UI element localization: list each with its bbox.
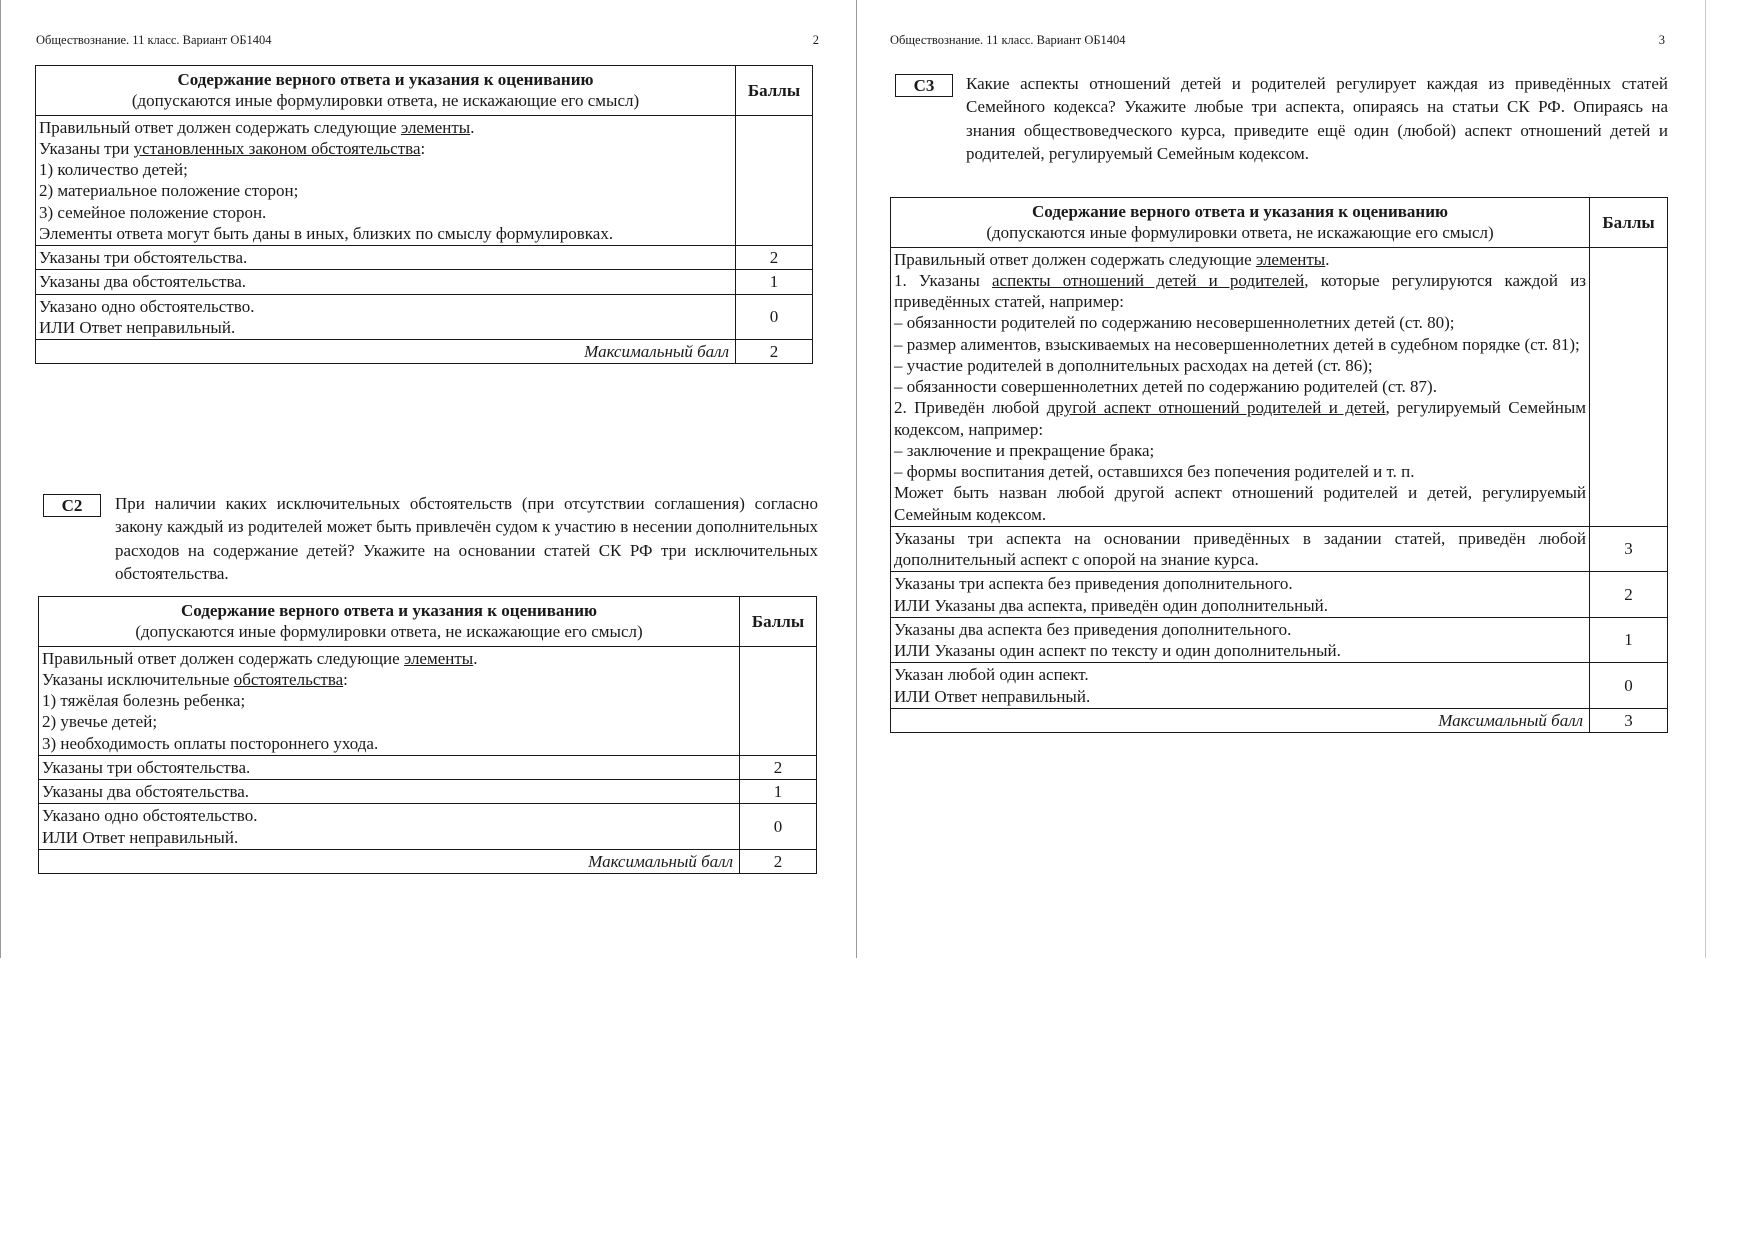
- grading-table-c3: [890, 197, 1668, 733]
- max-score-label: Максимальный балл: [891, 708, 1590, 732]
- score-value: 2: [736, 246, 813, 270]
- answer-item: 1) тяжёлая болезнь ребенка;: [42, 691, 246, 710]
- score-row: [891, 663, 1668, 709]
- answer-item: – участие родителей в дополнительных расходах на детей (ст. 86);: [894, 355, 1373, 375]
- max-score-value: 2: [740, 849, 817, 873]
- header-title: Содержание верного ответа и указания к оцениванию: [1032, 202, 1448, 221]
- score-criterion: Указано одно обстоятельство. ИЛИ Ответ неправильный.: [39, 804, 740, 850]
- answer-intro: Правильный ответ должен содержать следующие элементы.: [42, 648, 478, 668]
- answer-content-cell: [39, 646, 740, 755]
- answer-part-1: 1. Указаны аспекты отношений детей и родителей, которые регулируются каждой из приведённых статей, например:: [894, 270, 1587, 311]
- answer-item: 3) необходимость оплаты постороннего ухода.: [42, 733, 379, 753]
- table-header-row: [891, 198, 1668, 248]
- left-page: [0, 0, 857, 958]
- answer-item: 1) количество детей;: [39, 160, 188, 179]
- points-header: Баллы: [1590, 198, 1668, 248]
- answer-content-cell: [36, 115, 736, 246]
- answer-circumstances: Указаны исключительные обстоятельства:: [42, 669, 348, 689]
- empty-points-cell: [736, 115, 813, 246]
- page-number: 3: [1658, 33, 1665, 47]
- table-header-cell: [36, 66, 736, 116]
- max-score-label: Максимальный балл: [36, 340, 736, 364]
- right-page: [855, 0, 1706, 958]
- answer-circumstances: Указаны три установленных законом обстоятельства:: [39, 138, 426, 158]
- score-criterion: Указано одно обстоятельство. ИЛИ Ответ неправильный.: [36, 294, 736, 340]
- task-label: С2: [43, 494, 101, 517]
- answer-intro: Правильный ответ должен содержать следующие элементы.: [894, 249, 1330, 269]
- answer-item: – обязанности совершеннолетних детей по содержанию родителей (ст. 87).: [894, 377, 1437, 396]
- task-question: При наличии каких исключительных обстоятельств (при отсутствии соглашения) согласно закону каждый из родителей может быть привлечён судом к участию в несении дополнительных расходов на содержание детей? Укажите на основании статей СК РФ три исключительных обстоятельства.: [115, 494, 818, 584]
- empty-points-cell: [1590, 247, 1668, 526]
- score-value: 1: [1590, 617, 1668, 663]
- score-criterion: Указаны два обстоятельства.: [36, 270, 736, 294]
- score-row: [36, 246, 813, 270]
- table-header-cell: [39, 597, 740, 647]
- answer-item: 3) семейное положение сторон.: [39, 202, 267, 222]
- score-value: 2: [740, 755, 817, 779]
- answer-note: Элементы ответа могут быть даны в иных, близких по смыслу формулировках.: [39, 223, 614, 243]
- score-row: [36, 270, 813, 294]
- score-value: 2: [1590, 572, 1668, 618]
- points-header: Баллы: [740, 597, 817, 647]
- answer-content-row: [36, 115, 813, 246]
- empty-points-cell: [740, 646, 817, 755]
- answer-item: – размер алиментов, взыскиваемых на несовершеннолетних детей в судебном порядке (ст. 81);: [894, 334, 1580, 354]
- score-value: 1: [740, 780, 817, 804]
- answer-item: – обязанности родителей по содержанию несовершеннолетних детей (ст. 80);: [894, 313, 1455, 333]
- header-title: Содержание верного ответа и указания к оцениванию: [181, 601, 597, 620]
- header-note: (допускаются иные формулировки ответа, не искажающие его смысл): [135, 622, 643, 642]
- max-score-label: Максимальный балл: [39, 849, 740, 873]
- table-header-cell: [891, 198, 1590, 248]
- score-row: [891, 572, 1668, 618]
- score-criterion: Указаны три аспекта на основании приведённых в задании статей, приведён любой дополнительный аспект с опорой на знание курса.: [891, 526, 1590, 572]
- task-question: Какие аспекты отношений детей и родителей регулирует каждая из приведённых статей Семейного кодекса? Укажите любые три аспекта, опираясь на статьи СК РФ. Опираясь на знания обществоведческого курса, приведите ещё один (любой) аспект отношений детей и родителей, регулируемый Семейным кодексом.: [966, 74, 1668, 164]
- answer-content-cell: [891, 247, 1590, 526]
- max-score-value: 2: [736, 340, 813, 364]
- task-c3: [895, 72, 1668, 166]
- header-title: Содержание верного ответа и указания к оцениванию: [177, 70, 594, 89]
- answer-content-row: [891, 247, 1668, 526]
- table-header-row: [36, 66, 813, 116]
- score-value: 0: [740, 804, 817, 850]
- score-criterion: Указан любой один аспект. ИЛИ Ответ неправильный.: [891, 663, 1590, 709]
- answer-note: Может быть назван любой другой аспект отношений родителей и детей, регулируемый Семейным кодексом.: [894, 483, 1587, 524]
- answer-intro: Правильный ответ должен содержать следующие элементы.: [39, 117, 475, 137]
- max-score-row: [891, 708, 1668, 732]
- answer-part-2: 2. Приведён любой другой аспект отношений родителей и детей, регулируемый Семейным кодексом, например:: [894, 398, 1587, 439]
- score-row: [891, 526, 1668, 572]
- answer-item: – формы воспитания детей, оставшихся без попечения родителей и т. п.: [894, 462, 1415, 481]
- score-row: [36, 294, 813, 340]
- task-label: С3: [895, 74, 953, 97]
- header-note: (допускаются иные формулировки ответа, не искажающие его смысл): [986, 223, 1494, 243]
- score-value: 3: [1590, 526, 1668, 572]
- grading-table-c2: [38, 596, 817, 874]
- running-header-right: [890, 33, 1665, 48]
- score-row: [39, 780, 817, 804]
- score-value: 0: [736, 294, 813, 340]
- max-score-row: [39, 849, 817, 873]
- running-header-text: Обществознание. 11 класс. Вариант ОБ1404: [36, 33, 272, 47]
- score-criterion: Указаны два аспекта без приведения дополнительного. ИЛИ Указаны один аспект по тексту и один дополнительный.: [891, 617, 1590, 663]
- max-score-row: [36, 340, 813, 364]
- answer-item: 2) увечье детей;: [42, 712, 158, 732]
- page-number: 2: [812, 33, 819, 47]
- answer-item: 2) материальное положение сторон;: [39, 181, 299, 201]
- table-header-row: [39, 597, 817, 647]
- score-value: 1: [736, 270, 813, 294]
- grading-table-c1: [35, 65, 813, 364]
- score-criterion: Указаны три обстоятельства.: [39, 755, 740, 779]
- score-row: [891, 617, 1668, 663]
- points-header: Баллы: [736, 66, 813, 116]
- score-criterion: Указаны три обстоятельства.: [36, 246, 736, 270]
- answer-content-row: [39, 646, 817, 755]
- header-note: (допускаются иные формулировки ответа, не искажающие его смысл): [131, 91, 640, 111]
- max-score-value: 3: [1590, 708, 1668, 732]
- task-c2: [43, 492, 818, 586]
- score-criterion: Указаны два обстоятельства.: [39, 780, 740, 804]
- running-header-left: [36, 33, 819, 48]
- score-criterion: Указаны три аспекта без приведения дополнительного. ИЛИ Указаны два аспекта, приведён один дополнительный.: [891, 572, 1590, 618]
- score-value: 0: [1590, 663, 1668, 709]
- score-row: [39, 804, 817, 850]
- score-row: [39, 755, 817, 779]
- running-header-text: Обществознание. 11 класс. Вариант ОБ1404: [890, 33, 1126, 47]
- answer-item: – заключение и прекращение брака;: [894, 440, 1155, 460]
